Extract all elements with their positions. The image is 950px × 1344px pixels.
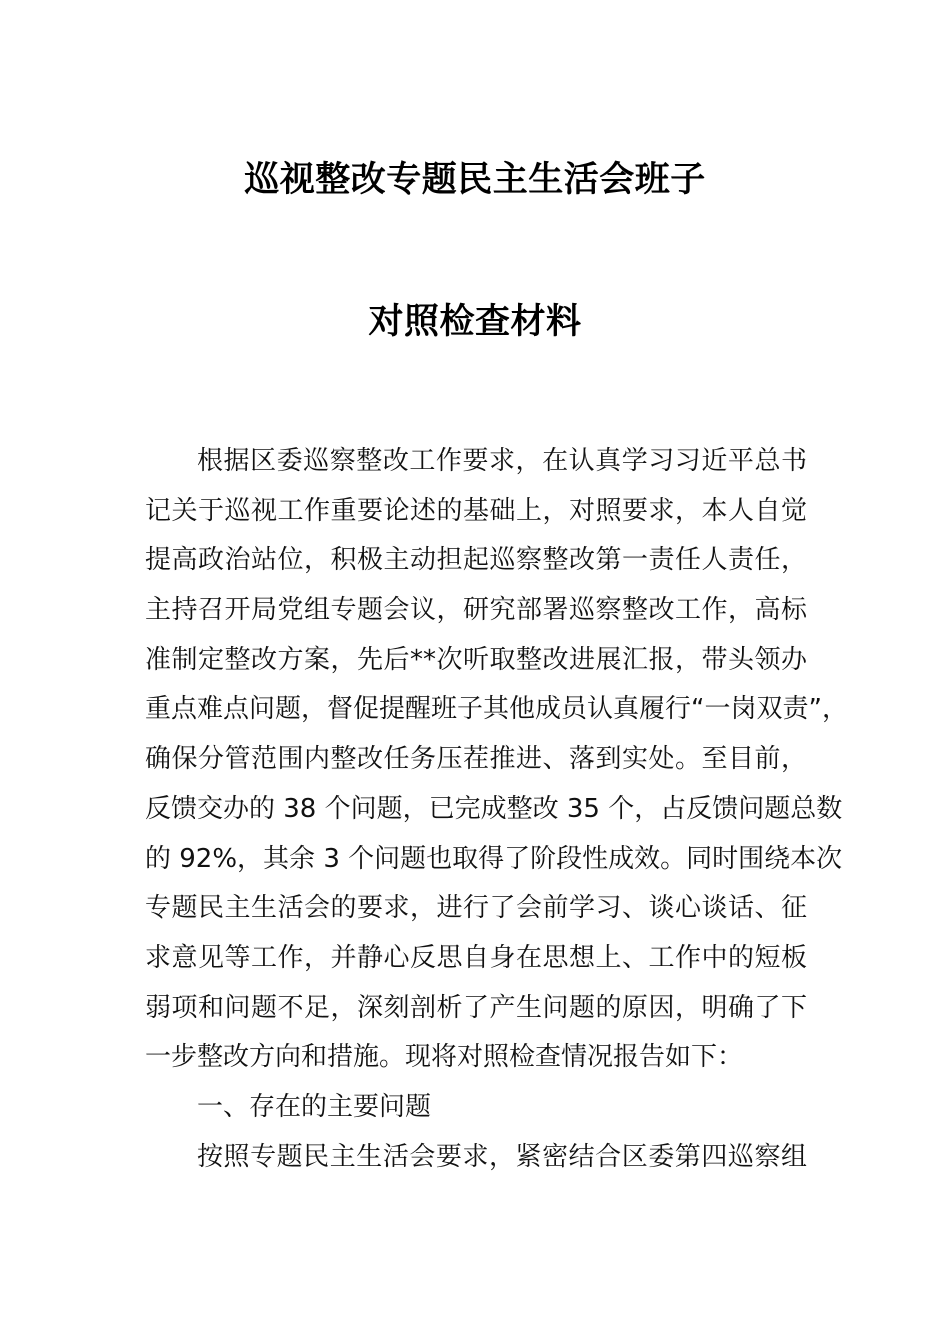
document-title-line-2: 对照检查材料: [368, 302, 582, 342]
section-heading: 一、存在的主要问题: [197, 1091, 432, 1122]
body-line: 确保分管范围内整改任务压茬推进、落到实处。至目前，: [145, 744, 807, 775]
body-line: 提高政治站位，积极主动担起巡察整改第一责任人责任，: [145, 545, 807, 576]
body-line: 弱项和问题不足，深刻剖析了产生问题的原因，明确了下: [145, 992, 807, 1023]
body-line: 准制定整改方案，先后**次听取整改进展汇报，带头领办: [145, 644, 807, 675]
document-title-line-1: 巡视整改专题民主生活会班子: [244, 160, 706, 200]
body-line: 按照专题民主生活会要求，紧密结合区委第四巡察组: [197, 1141, 807, 1172]
body-line: 记关于巡视工作重要论述的基础上，对照要求，本人自觉: [145, 495, 807, 526]
body-line: 反馈交办的 38 个问题，已完成整改 35 个，占反馈问题总数: [145, 793, 843, 824]
body-line: 的 92%，其余 3 个问题也取得了阶段性成效。同时围绕本次: [145, 843, 843, 874]
body-line: 一步整改方向和措施。现将对照检查情况报告如下：: [145, 1042, 744, 1073]
document-body: [145, 437, 848, 1182]
body-line: 求意见等工作，并静心反思自身在思想上、工作中的短板: [145, 942, 807, 973]
body-line: 专题民主生活会的要求，进行了会前学习、谈心谈话、征: [145, 893, 807, 924]
body-line: 根据区委巡察整改工作要求，在认真学习习近平总书: [197, 446, 807, 476]
body-line: 重点难点问题，督促提醒班子其他成员认真履行“一岗双责”，: [145, 694, 848, 725]
body-line: 主持召开局党组专题会议，研究部署巡察整改工作，高标: [145, 595, 807, 626]
